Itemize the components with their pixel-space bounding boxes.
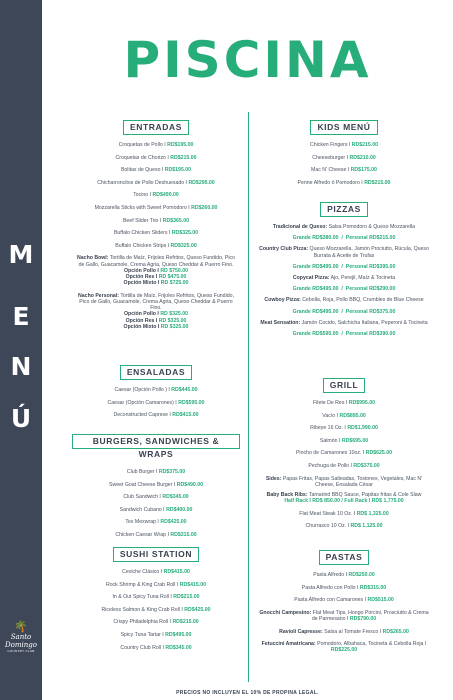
menu-item: Crispy Philadelphia Roll I RD$215.00 bbox=[113, 619, 199, 626]
ribs-prices: Half Rack I RD$ 850.00 / Full Rack I RD$ 1,775.00 bbox=[284, 498, 404, 505]
club-logo bbox=[4, 622, 38, 653]
menu-item: Caesar (Opción Camarones) I RD$595.00 bbox=[107, 399, 205, 406]
section-ensaladas bbox=[72, 362, 240, 418]
option-line: Opción Res I RD $325.00 bbox=[125, 317, 187, 324]
section-title: PIZZAS bbox=[320, 202, 368, 217]
menu-item: Salmón I RD$695.00 bbox=[319, 437, 369, 444]
section-title: ENSALADAS bbox=[120, 365, 192, 380]
section-pastas bbox=[256, 547, 432, 654]
section-burgers bbox=[72, 434, 240, 538]
menu-item: Pechuga de Pollo I RD$375.00 bbox=[308, 462, 380, 469]
menu-item: Beef Slider Trio I RD$365.00 bbox=[122, 217, 190, 224]
menu-item: Spicy Tuna Tartar I RD$495.00 bbox=[120, 631, 192, 638]
pizza-item: Cowboy Pizza: Cebolla, Roja, Pollo BBQ, Crumbles de Blue Cheese bbox=[264, 297, 424, 304]
option-line: Opción Pollo I RD $750.00 bbox=[123, 267, 188, 274]
pizza-prices: Grande RD$495.00 / Personal RD$395.00 bbox=[292, 263, 396, 270]
section-title: BURGERS, SANDWICHES & WRAPS bbox=[72, 434, 240, 449]
option-line: Opción Pollo I RD $325.00 bbox=[123, 311, 188, 318]
menu-letter-n: N bbox=[10, 352, 32, 381]
option-line: Opción Res I RD $475.00 bbox=[125, 273, 187, 280]
sidebar bbox=[0, 0, 42, 700]
menu-letter-u: Ú bbox=[10, 404, 32, 433]
section-title: GRILL bbox=[323, 378, 366, 393]
menu-item: Pasta Alfredo con Camarones I RD$515.00 bbox=[294, 597, 394, 604]
pizza-prices: Grande RD$595.00 / Personal RD$390.00 bbox=[292, 331, 396, 338]
menu-item: Ribeye 16 Oz. I RD$1,990.00 bbox=[310, 425, 378, 432]
menu-item: Mozzarella Sticks with Sweet Pomodoro I RD$260.00 bbox=[94, 204, 218, 211]
section-title: KIDS MENÚ bbox=[310, 120, 377, 135]
menu-item: Buffalo Chicken Strips I RD$325.00 bbox=[115, 242, 197, 249]
section-entradas bbox=[72, 117, 240, 330]
menu-item: Chicken Fingers I RD$215.00 bbox=[309, 142, 379, 148]
pizza-prices: Grande RD$380.00 / Personal RD$215.00 bbox=[292, 235, 396, 242]
menu-item: Chicharroncitos de Pollo Deshuesado I RD$295.00 bbox=[97, 179, 215, 186]
menu-item: Club Burger I RD$375.00 bbox=[126, 469, 186, 475]
pizza-item: Country Club Pizza: Queso Mozzarella, Jamón Prociutto, Rúcula, Queso Burrata & Aceite de Trufas bbox=[259, 246, 429, 259]
section-title: SUSHI STATION bbox=[113, 547, 199, 562]
menu-item: Pasta Alfredo I RD$250.00 bbox=[313, 572, 375, 578]
pizza-prices: Grande RD$495.00 / Personal RD$290.00 bbox=[292, 286, 396, 293]
menu-item-nacho-bowl: Nacho Bowl: Tortilla de Maíz, Frijoles Refritos, Queso Fundido, Pico de Gallo, Guacamole, Crema Agria, Queso Cheddar & Puerro Fino. bbox=[77, 255, 235, 268]
menu-item: Vacío I RD$895.00 bbox=[322, 412, 366, 419]
menu-item: Rock Shrimp & King Crab Roll I RD$415.00 bbox=[105, 581, 207, 588]
footer-note: PRECIOS NO INCLUYEN EL 10% DE PROPINA LEGAL. bbox=[176, 690, 319, 696]
option-line: Opción Mixto I RD $325.00 bbox=[123, 323, 189, 330]
pizza-item: Meat Sensation: Jamón Cocido, Salchicha Italiana, Peperoni & Tocineta bbox=[260, 319, 428, 326]
menu-item: Sandwich Cubano I RD$400.00 bbox=[119, 506, 193, 513]
menu-item: Buffalo Chicken Sliders I RD$325.00 bbox=[113, 230, 199, 237]
menu-item: Filete De Res I RD$995.00 bbox=[312, 400, 375, 406]
menu-letter-e: E bbox=[12, 302, 30, 331]
sides-note: Sides: Papas Fritas, Papas Salteadas, Tostones, Vegetales, Mac N' Cheese, Ensalada César bbox=[265, 475, 423, 488]
option-line: Opción Mixto I RD $725.00 bbox=[123, 280, 189, 287]
menu-item: Croquetas de Pollo I RD$195.00 bbox=[118, 142, 194, 148]
section-pizzas bbox=[256, 199, 432, 337]
menu-item-nacho-personal: Nacho Personal: Tortilla de Maíz, Frijoles Refritos, Queso Fundido, Pico de Gallo, Guacamole, Crema Agria, Queso Cheddar & Puerro Fino. bbox=[78, 292, 234, 312]
fetuccini-item: Fetuccini Amatricana: Pomodoro, Albahaca, Tocineta & Cebolla Roja I RD$225.00 bbox=[261, 641, 427, 654]
page-title: PISCINA bbox=[123, 31, 372, 89]
menu-item: Tex Mexwrap I RD$425.00 bbox=[125, 519, 187, 526]
pizza-item: Tradicional de Queso: Salsa Pomodoro & Queso Mozzarella bbox=[272, 224, 416, 230]
menu-item: Penne Alfredo ó Pomodoro I RD$215.00 bbox=[297, 179, 391, 186]
menu-item: Ceviche Clásico I RD$415.00 bbox=[122, 569, 190, 575]
palm-tree-icon: 🌴 bbox=[14, 621, 28, 633]
column-divider bbox=[248, 112, 249, 682]
menu-item: Flat Meat Steak 10 Oz. I RD$ 1,325.00 bbox=[299, 510, 389, 517]
menu-item: Cheeseburger I RD$210.00 bbox=[312, 154, 376, 161]
menu-item: Club Sandwich I RD$345.00 bbox=[123, 494, 189, 501]
ravioli-item: Ravioli Capresse: Salsa al Tomate Fresco I RD$265.00 bbox=[279, 628, 409, 635]
logo-brand: Santo Domingo bbox=[5, 633, 37, 649]
section-title: PASTAS bbox=[319, 550, 370, 565]
menu-item: Riceless Salmon & King Crab Roll I RD$425.00 bbox=[101, 606, 211, 613]
menu-item: Deconstructed Caprese I RD$415.00 bbox=[113, 412, 199, 419]
section-grill bbox=[256, 375, 432, 530]
menu-item: Sweet Goat Cheese Burger I RD$490.00 bbox=[108, 481, 204, 488]
logo-sub: COUNTRY CLUB bbox=[7, 649, 35, 653]
menu-item: Caesar (Opción Pollo ) I RD$445.00 bbox=[114, 387, 198, 393]
menu-item: Chicken Caesar Wrap I RD$315.00 bbox=[115, 531, 197, 538]
menu-item: Churrasco 10 Oz. I RD$ 1,125.00 bbox=[305, 523, 383, 530]
menu-item: Pasta Alfredo con Pollo I RD$315.00 bbox=[301, 584, 387, 591]
gnocchi-item: Gnocchi Campesino: Flat Meat Tips, Hongo Porcini, Prosciutto & Crema de Parmesano I RD$790.00 bbox=[259, 609, 429, 622]
section-title: ENTRADAS bbox=[123, 120, 189, 135]
section-kids bbox=[256, 117, 432, 186]
menu-item: Mac N' Cheese I RD$175.00 bbox=[311, 167, 377, 174]
menu-item: Croquetas de Chorizo I RD$215.00 bbox=[115, 154, 197, 161]
menu-item: Tocino I RD$490.00 bbox=[133, 192, 179, 199]
pizza-item: Copycat Pizza: Ajo, Perejil, Maíz & Tocineta bbox=[292, 275, 396, 282]
section-sushi bbox=[72, 544, 240, 651]
menu-letter-m: M bbox=[8, 240, 34, 269]
menu-item: Pincho de Camarones 10oz. I RD$625.00 bbox=[295, 450, 393, 457]
menu-item: Bolitas de Queso I RD$195.00 bbox=[120, 167, 192, 174]
pizza-prices: Grande RD$495.00 / Personal RD$375.00 bbox=[292, 308, 396, 315]
menu-item: Country Club Roll I RD$345.00 bbox=[120, 644, 192, 651]
ribs-item: Baby Back Ribs: Tamarind BBQ Sauce, Papitas fritas & Cole Slaw bbox=[266, 491, 422, 498]
menu-item: In & Out Spicy Tuna Roll I RD$215.00 bbox=[112, 594, 200, 601]
